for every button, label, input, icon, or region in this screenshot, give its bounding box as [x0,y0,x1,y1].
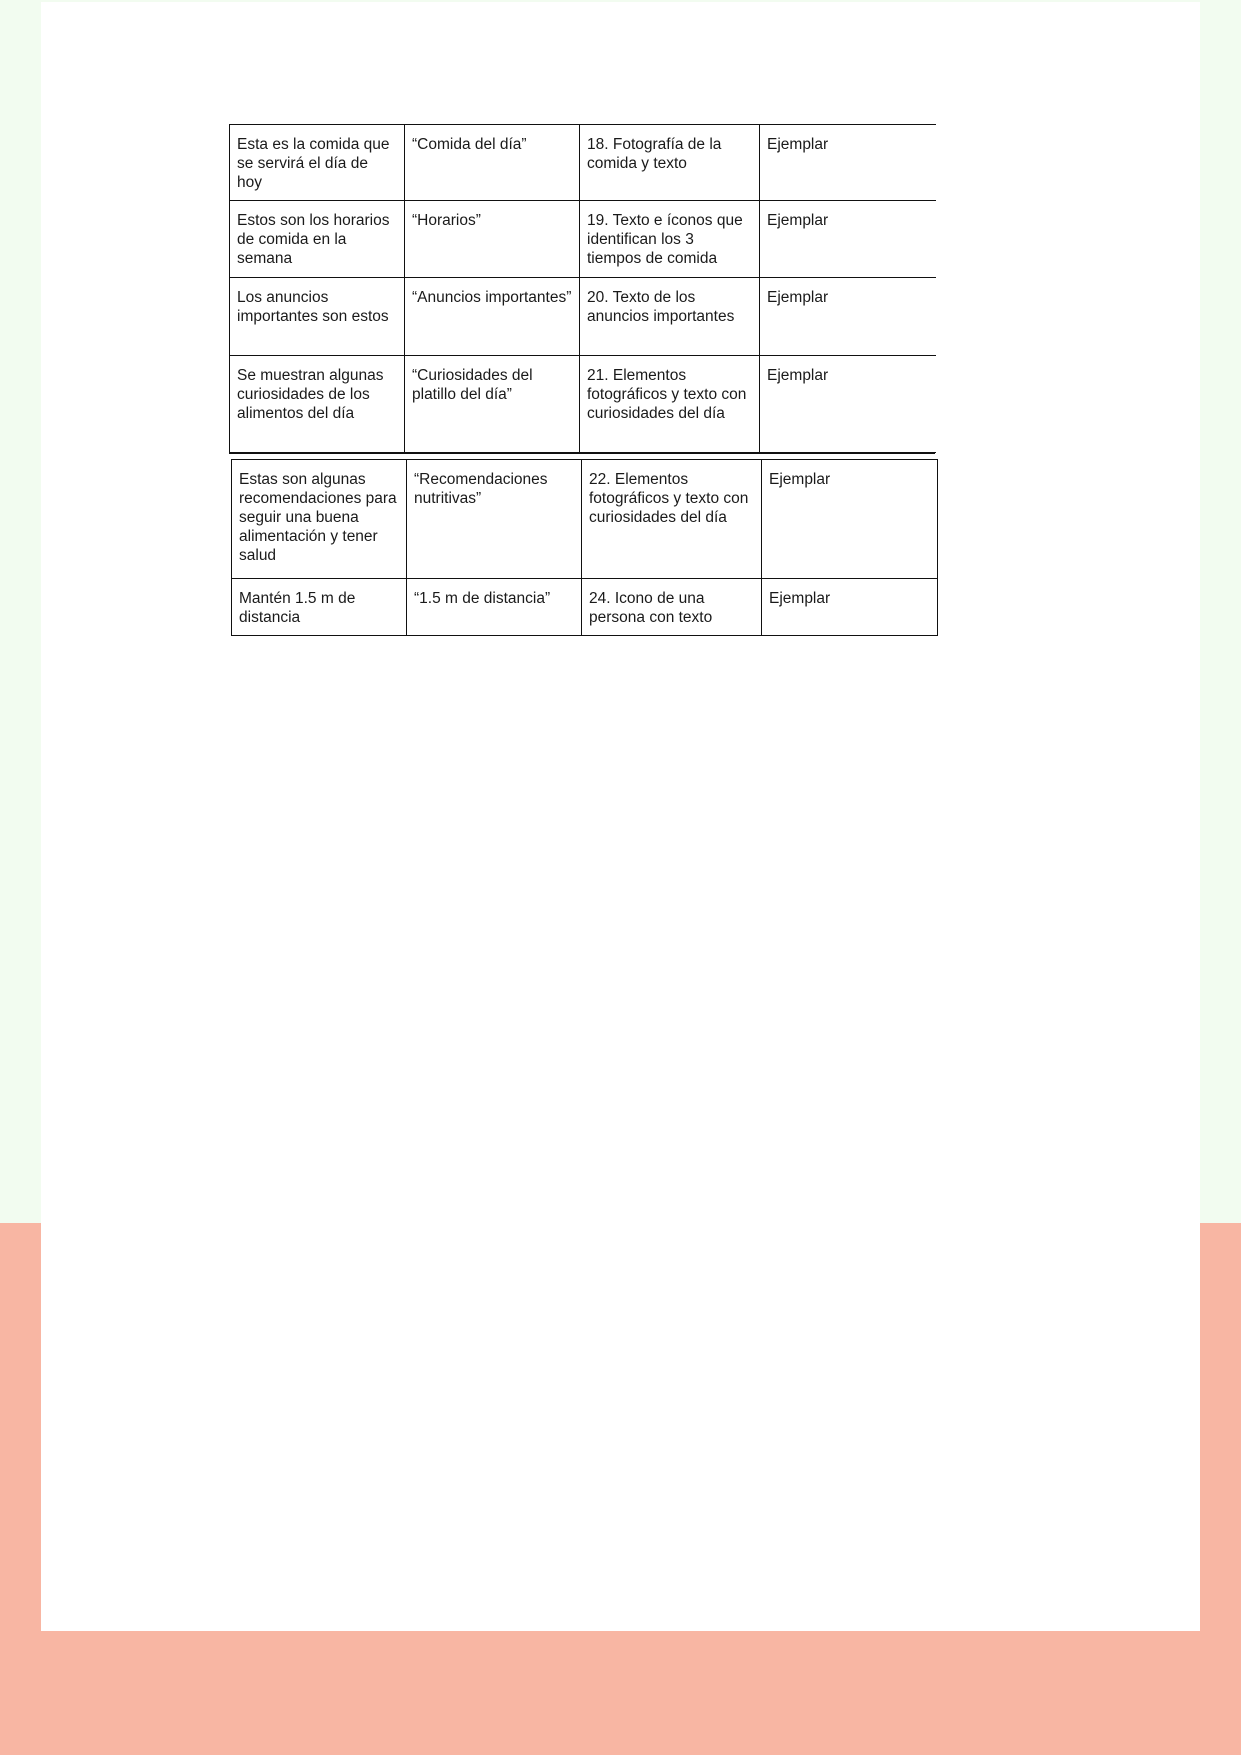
description-cell: Esta es la comida que se servirá el día de hoy [230,125,405,201]
status-cell: Ejemplar [762,579,938,636]
title-cell: “Horarios” [405,201,580,278]
status-cell: Ejemplar [760,278,936,356]
status-cell: Ejemplar [760,125,936,201]
title-cell: “Anuncios importantes” [405,278,580,356]
table-row [230,356,936,453]
title-cell: “Curiosidades del platillo del día” [405,356,580,453]
element-cell: 24. Icono de una persona con texto [582,579,762,636]
table-row [230,278,936,356]
status-cell: Ejemplar [762,460,938,579]
table-row [232,460,938,579]
table-divider [229,453,935,454]
table-row [232,579,938,636]
table-row [230,125,936,201]
element-cell: 20. Texto de los anuncios importantes [580,278,760,356]
description-cell: Estas son algunas recomendaciones para seguir una buena alimentación y tener salud [232,460,407,579]
status-cell: Ejemplar [760,201,936,278]
title-cell: “1.5 m de distancia” [407,579,582,636]
title-cell: “Recomendaciones nutritivas” [407,460,582,579]
element-cell: 22. Elementos fotográficos y texto con curiosidades del día [582,460,762,579]
element-cell: 19. Texto e íconos que identifican los 3 tiempos de comida [580,201,760,278]
content-table-part-2 [231,459,938,636]
status-cell: Ejemplar [760,356,936,453]
description-cell: Mantén 1.5 m de distancia [232,579,407,636]
element-cell: 21. Elementos fotográficos y texto con curiosidades del día [580,356,760,453]
description-cell: Estos son los horarios de comida en la semana [230,201,405,278]
table-row [230,201,936,278]
description-cell: Los anuncios importantes son estos [230,278,405,356]
element-cell: 18. Fotografía de la comida y texto [580,125,760,201]
description-cell: Se muestran algunas curiosidades de los alimentos del día [230,356,405,453]
title-cell: “Comida del día” [405,125,580,201]
content-table-part-1 [229,124,936,453]
